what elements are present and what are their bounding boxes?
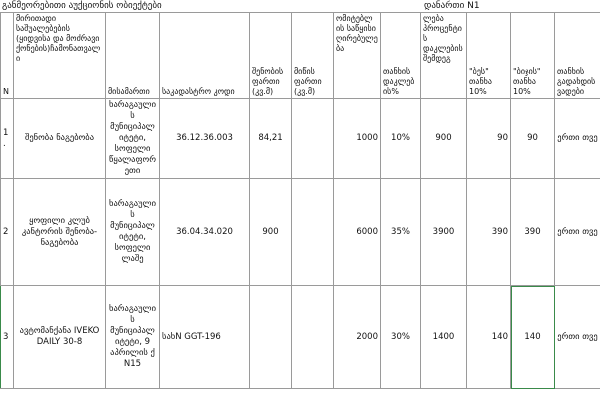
asset-address: ხარაგაულის მუნიციპალიტეტი, სოფელი წყალაფორეთი: [106, 99, 160, 179]
land-area: [292, 286, 334, 389]
payment-terms: ერთი თვე: [555, 286, 600, 389]
header-discount: თანხის დაკლებ ის%: [381, 13, 421, 99]
cadastral-code: 36.04.34.020: [160, 179, 250, 286]
discount-percent: 35%: [381, 179, 421, 286]
document-title: განმეორებითი აუქციონის ობიექტები: [2, 1, 162, 11]
step-amount: 390: [511, 179, 555, 286]
start-price: 6000: [334, 179, 381, 286]
asset-name: შენობა ნაგებობა: [14, 99, 106, 179]
header-asset-list: მირითადი საშუალებების (ყიდვისა და მოძრავი ქონების)ჩამონათვალი: [14, 13, 106, 99]
payment-terms: ერთი თვე: [555, 179, 600, 286]
cadastral-code: 36.12.36.003: [160, 99, 250, 179]
cadastral-code: სახN GGT-196: [160, 286, 250, 389]
annex-label: დანართი N1: [424, 1, 480, 11]
deposit-amount: 90: [467, 99, 511, 179]
payment-terms: ერთი თვე: [555, 99, 600, 179]
row-number: 3: [1, 286, 14, 389]
building-area: [250, 286, 292, 389]
header-n: N: [1, 13, 14, 99]
building-area: 900: [250, 179, 292, 286]
price-after-discount: 900: [421, 99, 467, 179]
price-after-discount: 1400: [421, 286, 467, 389]
header-land-area: მიწის ფართი (კვ.მ): [292, 13, 334, 99]
start-price: 1000: [334, 99, 381, 179]
step-amount: 90: [511, 99, 555, 179]
row-number: 2: [1, 179, 14, 286]
header-after-discount: ლება პროცენტის დაკლების შემდეგ: [421, 13, 467, 99]
land-area: [292, 99, 334, 179]
header-cadastral: საკადასტრო კოდი: [160, 13, 250, 99]
discount-percent: 30%: [381, 286, 421, 389]
asset-address: ხარაგაულის მუნიციპალიტეტი, სოფელი ლაშე: [106, 179, 160, 286]
step-amount: 140: [511, 286, 555, 389]
discount-percent: 10%: [381, 99, 421, 179]
deposit-amount: 140: [467, 286, 511, 389]
asset-address: ხარაგაულის მუნიციპალიტეტი, 9 აპრილის ქ N15: [106, 286, 160, 389]
table-row: [1, 99, 600, 179]
header-building-area: შენობის ფართი (კვ.მ): [250, 13, 292, 99]
title-bar: [0, 0, 600, 12]
asset-name: ავტომანქანა IVEKO DAILY 30-8: [14, 286, 106, 389]
building-area: 84,21: [250, 99, 292, 179]
header-deposit: "ბეს" თანხა 10%: [467, 13, 511, 99]
header-payment-terms: თანხის გადახდის ვადები: [555, 13, 600, 99]
price-after-discount: 3900: [421, 179, 467, 286]
deposit-amount: 390: [467, 179, 511, 286]
table-row: [1, 286, 600, 389]
header-row: [1, 13, 600, 99]
header-start-price: ომიტებლ ის საწყისი ღირებულება: [334, 13, 381, 99]
auction-objects-table: [0, 12, 600, 389]
row-number: 1.: [1, 99, 14, 179]
land-area: [292, 179, 334, 286]
asset-name: ყოფილი კლუბ კანტორის შენობა-ნაგებობა: [14, 179, 106, 286]
header-address: მისამართი: [106, 13, 160, 99]
header-step: "ბიჯის" თანხა 10%: [511, 13, 555, 99]
table-row: [1, 179, 600, 286]
start-price: 2000: [334, 286, 381, 389]
